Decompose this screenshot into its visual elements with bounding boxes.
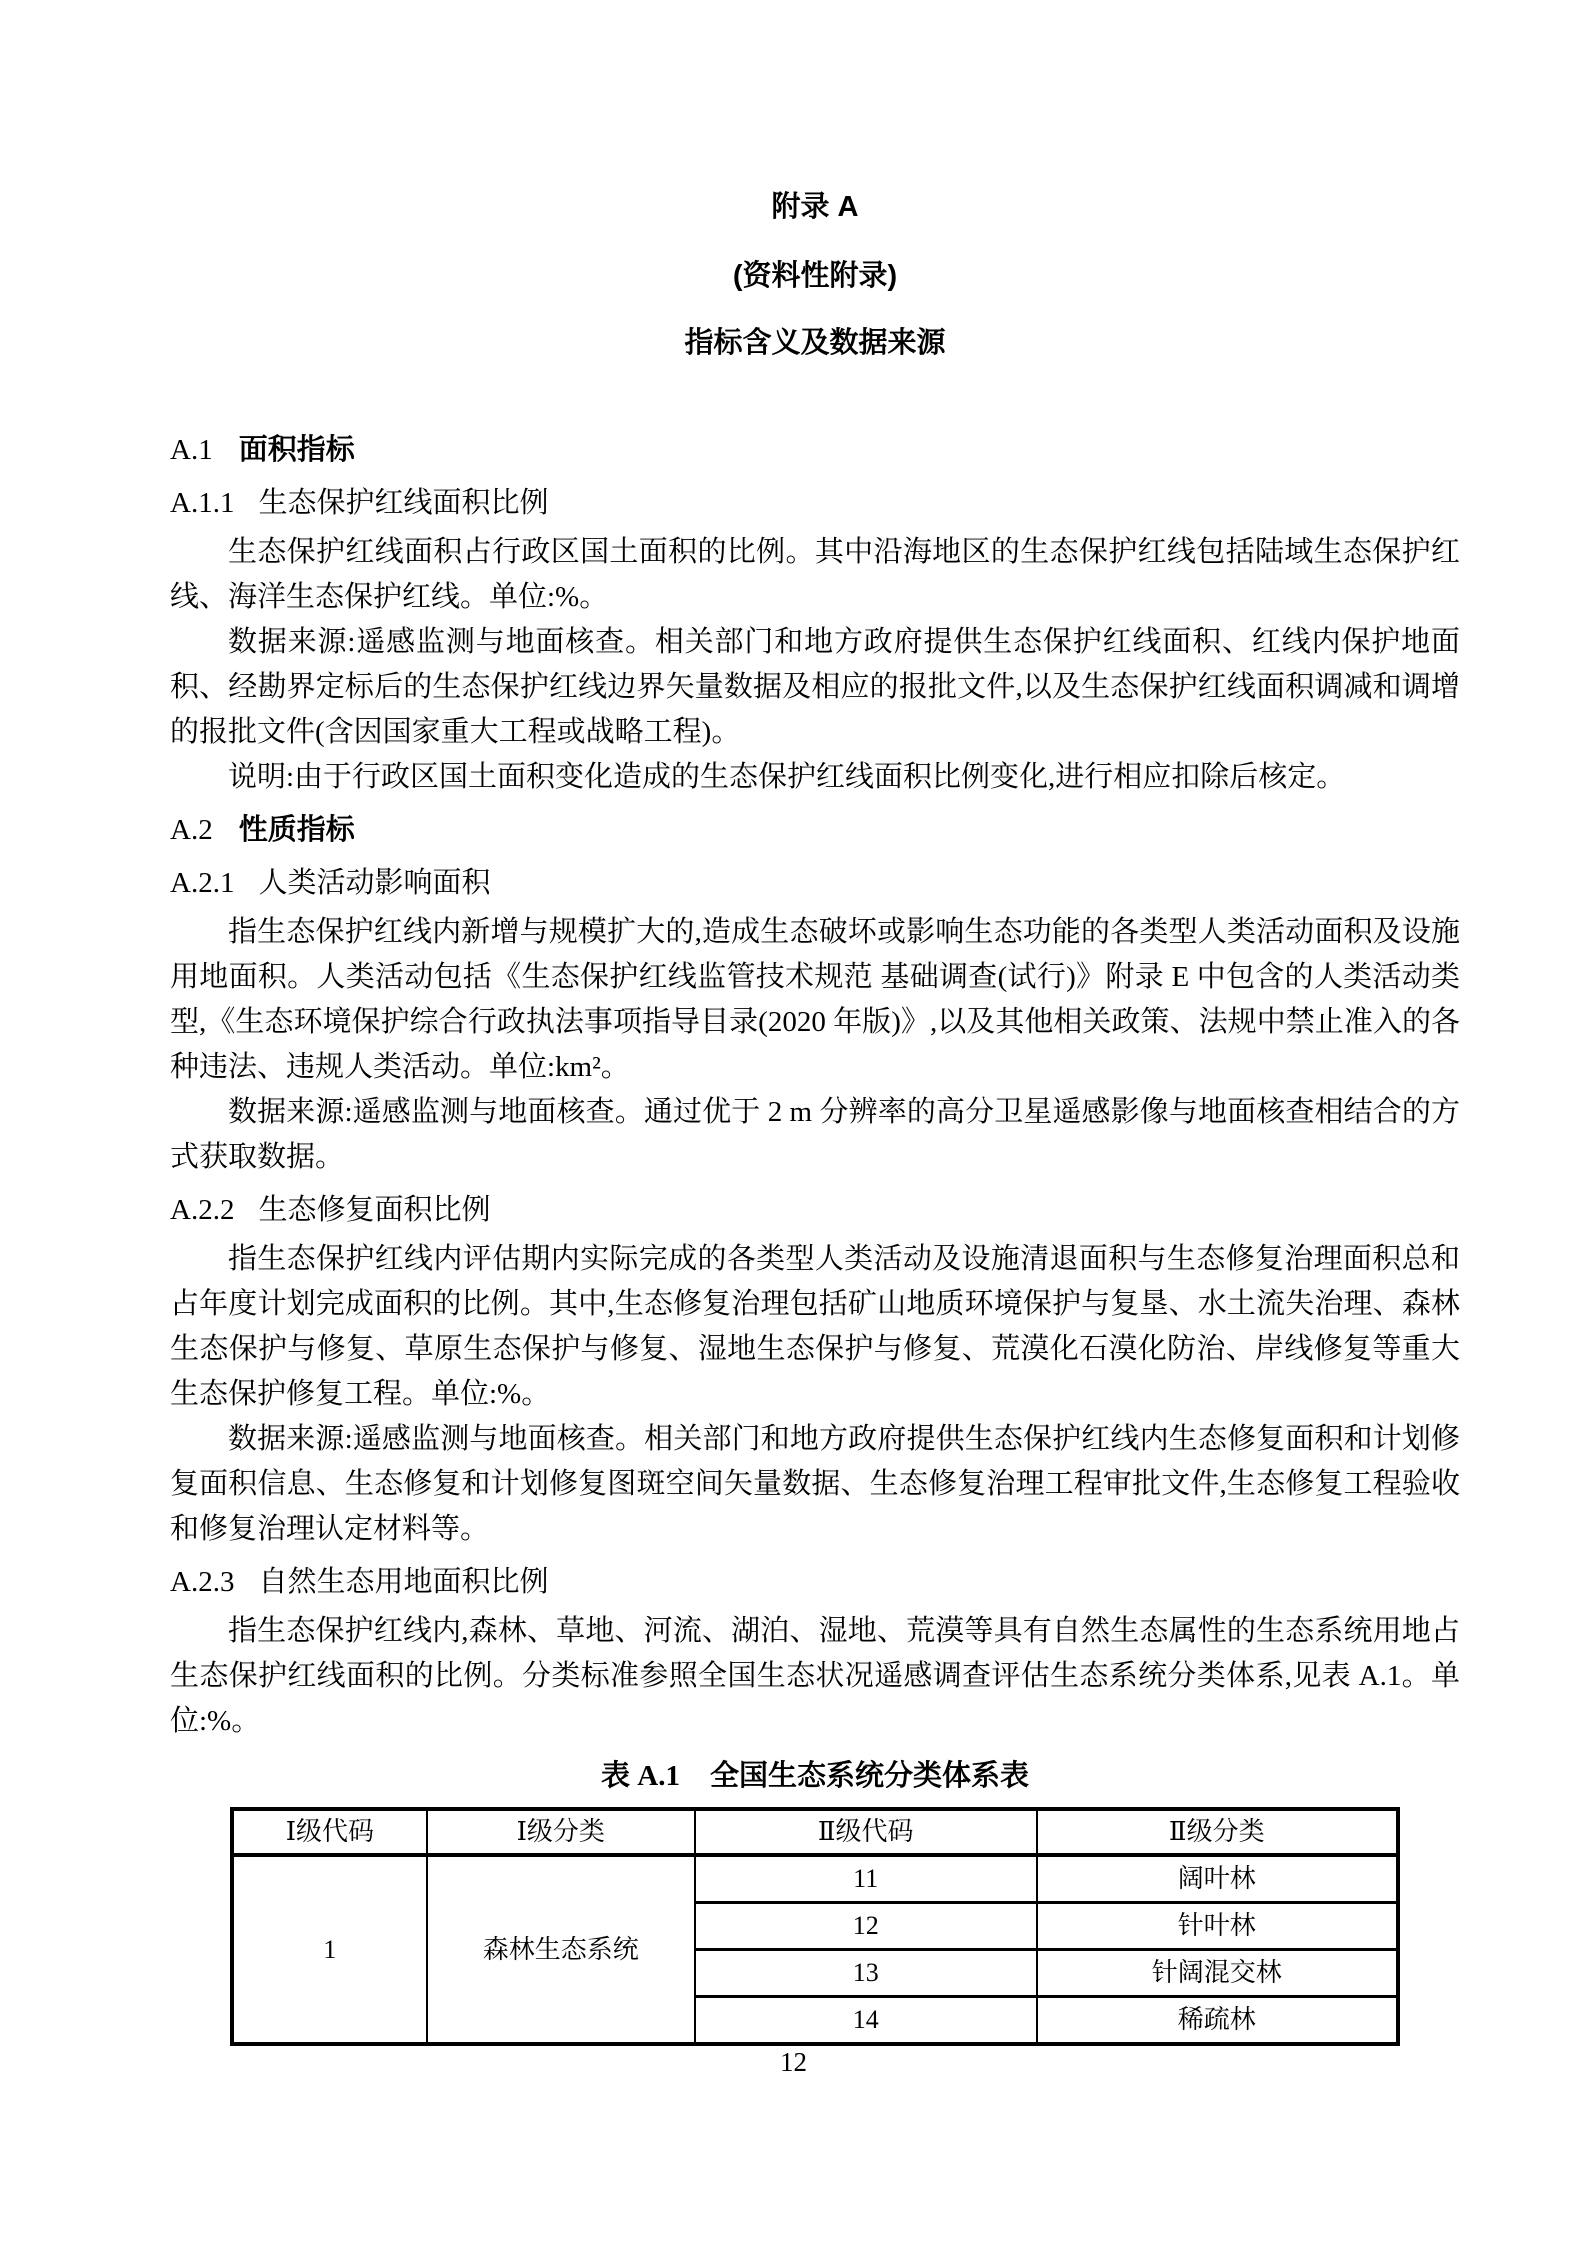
table-cell-level2-code: 14 [695,1997,1037,2045]
paragraph-a22-definition: 指生态保护红线内评估期内实际完成的各类型人类活动及设施清退面积与生态修复治理面积总和占年度计划完成面积的比例。其中,生态修复治理包括矿山地质环境保护与复垦、水土流失治理、森林生态保护与修复、草原生态保护与修复、湿地生态保护与修复、荒漠化石漠化防治、岸线修复等重大生态保护修复工程。单位:%。 [170,1243,1460,1410]
table-cell-level2-code: 11 [695,1855,1037,1903]
table-cell-level2-class: 稀疏林 [1037,1997,1398,2045]
section-number-a1: A.1 [170,434,213,466]
table-cell-level2-class: 针叶林 [1037,1903,1398,1950]
section-heading-a2 [170,808,1460,853]
subsection-heading-a21 [170,861,1460,906]
paragraph-a22-data-source: 数据来源:遥感监测与地面核查。相关部门和地方政府提供生态保护红线内生态修复面积和计划修复面积信息、生态修复和计划修复图斑空间矢量数据、生态修复治理工程审批文件,生态修复工程验收和修复治理认定材料等。 [170,1423,1460,1545]
paragraph-a21-definition: 指生态保护红线内新增与规模扩大的,造成生态破坏或影响生态功能的各类型人类活动面积及设施用地面积。人类活动包括《生态保护红线监管技术规范 基础调查(试行)》附录 E 中包含的人类活动类型,《生态环境保护综合行政执法事项指导目录(2020 年版)》,以及其他相关政策、法规中禁止准入的各种违法、违规人类活动。单位:km²。 [170,916,1460,1083]
document-content [170,185,1460,2046]
appendix-note: (资料性附录) [732,260,898,292]
table-caption-title: 全国生态系统分类体系表 [709,1760,1029,1792]
section-title-a2: 性质指标 [238,814,355,846]
section-heading-a1 [170,428,1460,473]
subsection-title-a22: 生态修复面积比例 [258,1194,491,1226]
table-cell-level2-code: 13 [695,1950,1037,1997]
page-number: 12 [780,2047,807,2077]
appendix-label: 附录 A [771,191,859,223]
section-title-a1: 面积指标 [238,434,355,466]
table-header-row [232,1809,1398,1855]
table-header-level2-class: Ⅱ级分类 [1037,1809,1398,1855]
table-header-level2-code: Ⅱ级代码 [695,1809,1037,1855]
subsection-heading-a22 [170,1188,1460,1233]
paragraph-a11-definition: 生态保护红线面积占行政区国土面积的比例。其中沿海地区的生态保护红线包括陆域生态保护红线、海洋生态保护红线。单位:%。 [170,536,1460,613]
ecosystem-classification-table [230,1807,1400,2046]
table-caption [170,1754,1460,1799]
subsection-title-a23: 自然生态用地面积比例 [258,1566,549,1598]
table-header-level1-class: Ⅰ级分类 [427,1809,695,1855]
appendix-heading: 指标含义及数据来源 [684,327,946,359]
table-header-level1-code: Ⅰ级代码 [232,1809,427,1855]
paragraph-a23-definition: 指生态保护红线内,森林、草地、河流、湖泊、湿地、荒漠等具有自然生态属性的生态系统用地占生态保护红线面积的比例。分类标准参照全国生态状况遥感调查评估生态系统分类体系,见表 A.1。单位:%。 [170,1615,1460,1737]
subsection-title-a11: 生态保护红线面积比例 [258,487,549,519]
subsection-heading-a23 [170,1560,1460,1605]
section-number-a2: A.2 [170,814,213,846]
subsection-number-a11: A.1.1 [170,487,235,519]
subsection-number-a23: A.2.3 [170,1566,235,1598]
subsection-heading-a11 [170,481,1460,526]
paragraph-a11-data-source: 数据来源:遥感监测与地面核查。相关部门和地方政府提供生态保护红线面积、红线内保护地面积、经勘界定标后的生态保护红线边界矢量数据及相应的报批文件,以及生态保护红线面积调减和调增的报批文件(含因国家重大工程或战略工程)。 [170,626,1460,748]
appendix-title-block [170,185,1460,366]
table-cell-level2-class: 阔叶林 [1037,1855,1398,1903]
table-cell-level2-code: 12 [695,1903,1037,1950]
subsection-number-a22: A.2.2 [170,1194,235,1226]
table-cell-level2-class: 针阔混交林 [1037,1950,1398,1997]
paragraph-a21-data-source: 数据来源:遥感监测与地面核查。通过优于 2 m 分辨率的高分卫星遥感影像与地面核查相结合的方式获取数据。 [170,1096,1460,1173]
table-caption-label: 表 A.1 [601,1760,680,1792]
table-row [232,1855,1398,1903]
paragraph-a11-note: 说明:由于行政区国土面积变化造成的生态保护红线面积比例变化,进行相应扣除后核定。 [228,761,1346,793]
subsection-number-a21: A.2.1 [170,867,235,899]
subsection-title-a21: 人类活动影响面积 [258,867,491,899]
table-cell-level1-class: 森林生态系统 [427,1855,695,2044]
table-cell-level1-code: 1 [232,1855,427,2044]
